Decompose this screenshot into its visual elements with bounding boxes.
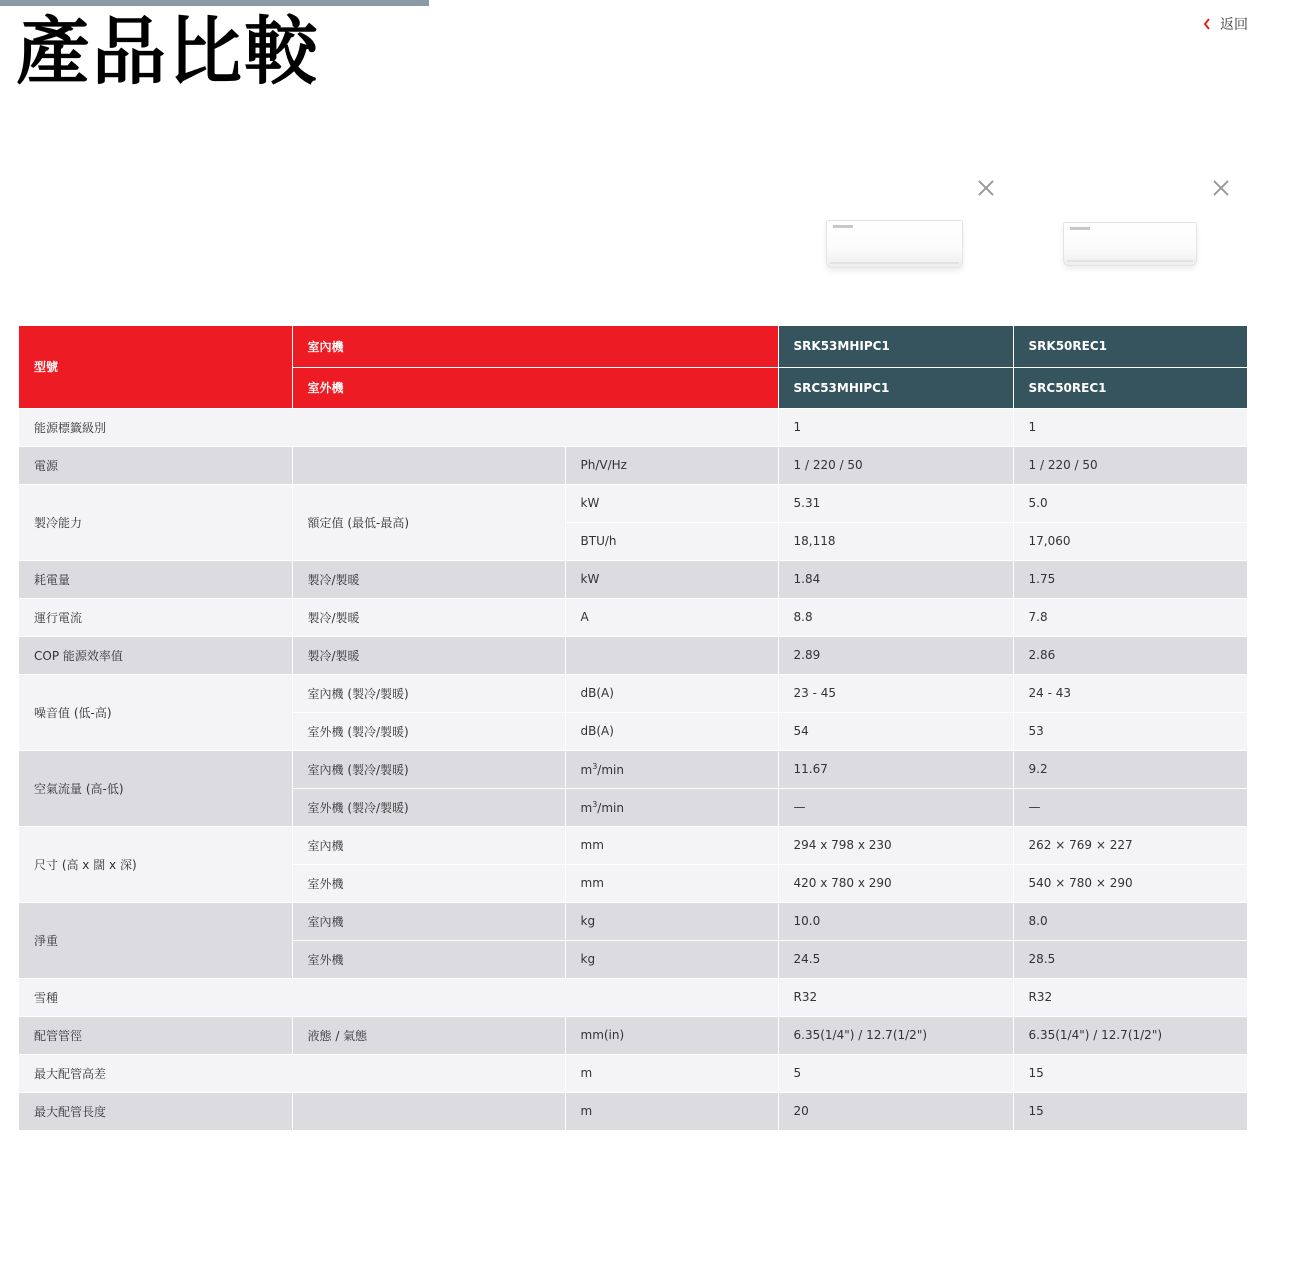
value-cell: 54 bbox=[778, 712, 1013, 750]
product-card-1 bbox=[777, 170, 1012, 290]
indoor-unit-label: 室內機 bbox=[292, 326, 778, 367]
unit-cell: BTU/h bbox=[565, 522, 778, 560]
sub-label: 液態 / 氣態 bbox=[292, 1016, 565, 1054]
row-label: 製冷能力 bbox=[19, 484, 292, 560]
row-label: COP 能源效率值 bbox=[19, 636, 292, 674]
value-cell: 2.86 bbox=[1013, 636, 1247, 674]
value-cell: 1.84 bbox=[778, 560, 1013, 598]
sub-label: 室內機 (製冷/製暖) bbox=[292, 674, 565, 712]
value-cell: 11.67 bbox=[778, 750, 1013, 788]
value-cell: 20 bbox=[778, 1092, 1013, 1130]
unit-cell: $m^3/\min$ bbox=[565, 788, 778, 826]
value-cell: 9.2 bbox=[1013, 750, 1247, 788]
chevron-left-icon bbox=[1202, 17, 1212, 31]
row-label: 雪種 bbox=[19, 978, 778, 1016]
value-cell: 1 bbox=[1013, 408, 1247, 446]
value-cell: 5 bbox=[778, 1054, 1013, 1092]
value-cell: 5.31 bbox=[778, 484, 1013, 522]
value-cell: 28.5 bbox=[1013, 940, 1247, 978]
table-row bbox=[19, 1016, 1247, 1054]
value-cell: 1 bbox=[778, 408, 1013, 446]
model-1-outdoor: SRC53MHIPC1 bbox=[778, 367, 1013, 408]
row-label: 空氣流量 (高-低) bbox=[19, 750, 292, 826]
unit-cell: mm bbox=[565, 826, 778, 864]
unit-cell: m bbox=[565, 1092, 778, 1130]
row-label: 淨重 bbox=[19, 902, 292, 978]
table-row bbox=[19, 560, 1247, 598]
row-label: 運行電流 bbox=[19, 598, 292, 636]
sub-label: 室外機 bbox=[292, 864, 565, 902]
model-1-indoor: SRK53MHIPC1 bbox=[778, 326, 1013, 367]
product-card-2 bbox=[1012, 170, 1247, 290]
row-label: 能源標籤級別 bbox=[19, 408, 778, 446]
value-cell: 540 × 780 × 290 bbox=[1013, 864, 1247, 902]
unit-cell: dB(A) bbox=[565, 674, 778, 712]
sub-label: 室內機 (製冷/製暖) bbox=[292, 750, 565, 788]
model-2-indoor: SRK50REC1 bbox=[1013, 326, 1247, 367]
back-label: 返回 bbox=[1220, 17, 1248, 33]
value-cell: 15 bbox=[1013, 1092, 1247, 1130]
spec-comparison-table bbox=[19, 326, 1247, 1131]
sub-label: 製冷/製暖 bbox=[292, 636, 565, 674]
air-conditioner-icon bbox=[826, 220, 963, 268]
outdoor-unit-label: 室外機 bbox=[292, 367, 778, 408]
table-row bbox=[19, 446, 1247, 484]
value-cell: 1 / 220 / 50 bbox=[1013, 446, 1247, 484]
table-row bbox=[19, 484, 1247, 522]
value-cell: 420 x 780 x 290 bbox=[778, 864, 1013, 902]
value-cell: 8.0 bbox=[1013, 902, 1247, 940]
sub-label: 室內機 bbox=[292, 826, 565, 864]
model-2-outdoor: SRC50REC1 bbox=[1013, 367, 1247, 408]
table-row bbox=[19, 674, 1247, 712]
value-cell: — bbox=[1013, 788, 1247, 826]
sub-label: 室內機 bbox=[292, 902, 565, 940]
unit-cell: m bbox=[565, 1054, 778, 1092]
sub-label: 室外機 (製冷/製暖) bbox=[292, 788, 565, 826]
value-cell: — bbox=[778, 788, 1013, 826]
unit-cell: Ph/V/Hz bbox=[565, 446, 778, 484]
unit-cell: kW bbox=[565, 484, 778, 522]
sub-label: 製冷/製暖 bbox=[292, 598, 565, 636]
value-cell: 24 - 43 bbox=[1013, 674, 1247, 712]
row-label: 最大配管長度 bbox=[19, 1092, 292, 1130]
value-cell: 18,118 bbox=[778, 522, 1013, 560]
row-label: 電源 bbox=[19, 446, 292, 484]
value-cell: 53 bbox=[1013, 712, 1247, 750]
value-cell: 294 x 798 x 230 bbox=[778, 826, 1013, 864]
value-cell: 8.8 bbox=[778, 598, 1013, 636]
unit-cell: kW bbox=[565, 560, 778, 598]
remove-product-1-close-icon[interactable] bbox=[978, 180, 994, 196]
value-cell: 5.0 bbox=[1013, 484, 1247, 522]
table-row bbox=[19, 598, 1247, 636]
remove-product-2-close-icon[interactable] bbox=[1213, 180, 1229, 196]
unit-cell bbox=[565, 636, 778, 674]
table-row bbox=[19, 1092, 1247, 1130]
value-cell: R32 bbox=[778, 978, 1013, 1016]
table-row bbox=[19, 750, 1247, 788]
value-cell: 6.35(1/4") / 12.7(1/2") bbox=[1013, 1016, 1247, 1054]
row-label: 耗電量 bbox=[19, 560, 292, 598]
air-conditioner-icon bbox=[1063, 222, 1197, 266]
value-cell: 24.5 bbox=[778, 940, 1013, 978]
unit-cell: A bbox=[565, 598, 778, 636]
row-label: 噪音值 (低-高) bbox=[19, 674, 292, 750]
unit-cell: mm bbox=[565, 864, 778, 902]
model-label: 型號 bbox=[19, 326, 292, 408]
sub-label: 室外機 (製冷/製暖) bbox=[292, 712, 565, 750]
unit-cell: mm(in) bbox=[565, 1016, 778, 1054]
sub-label bbox=[292, 446, 565, 484]
unit-cell: $m^3/\min$ bbox=[565, 750, 778, 788]
value-cell: R32 bbox=[1013, 978, 1247, 1016]
row-label: 最大配管高差 bbox=[19, 1054, 565, 1092]
sub-label: 製冷/製暖 bbox=[292, 560, 565, 598]
table-header-row bbox=[19, 326, 1247, 367]
row-label: 尺寸 (高 x 闊 x 深) bbox=[19, 826, 292, 902]
table-row bbox=[19, 902, 1247, 940]
value-cell: 262 × 769 × 227 bbox=[1013, 826, 1247, 864]
back-link[interactable] bbox=[1202, 14, 1248, 34]
value-cell: 15 bbox=[1013, 1054, 1247, 1092]
value-cell: 17,060 bbox=[1013, 522, 1247, 560]
value-cell: 23 - 45 bbox=[778, 674, 1013, 712]
sub-label: 室外機 bbox=[292, 940, 565, 978]
table-row bbox=[19, 826, 1247, 864]
unit-cell: kg bbox=[565, 902, 778, 940]
unit-cell: kg bbox=[565, 940, 778, 978]
sub-label bbox=[292, 1092, 565, 1130]
value-cell: 7.8 bbox=[1013, 598, 1247, 636]
value-cell: 6.35(1/4") / 12.7(1/2") bbox=[778, 1016, 1013, 1054]
table-row bbox=[19, 1054, 1247, 1092]
sub-label: 額定值 (最低-最高) bbox=[292, 484, 565, 560]
value-cell: 1 / 220 / 50 bbox=[778, 446, 1013, 484]
table-row bbox=[19, 978, 1247, 1016]
table-row bbox=[19, 636, 1247, 674]
value-cell: 10.0 bbox=[778, 902, 1013, 940]
value-cell: 1.75 bbox=[1013, 560, 1247, 598]
unit-cell: dB(A) bbox=[565, 712, 778, 750]
value-cell: 2.89 bbox=[778, 636, 1013, 674]
row-label: 配管管徑 bbox=[19, 1016, 292, 1054]
table-row bbox=[19, 408, 1247, 446]
page-title: 產品比較 bbox=[16, 9, 320, 95]
